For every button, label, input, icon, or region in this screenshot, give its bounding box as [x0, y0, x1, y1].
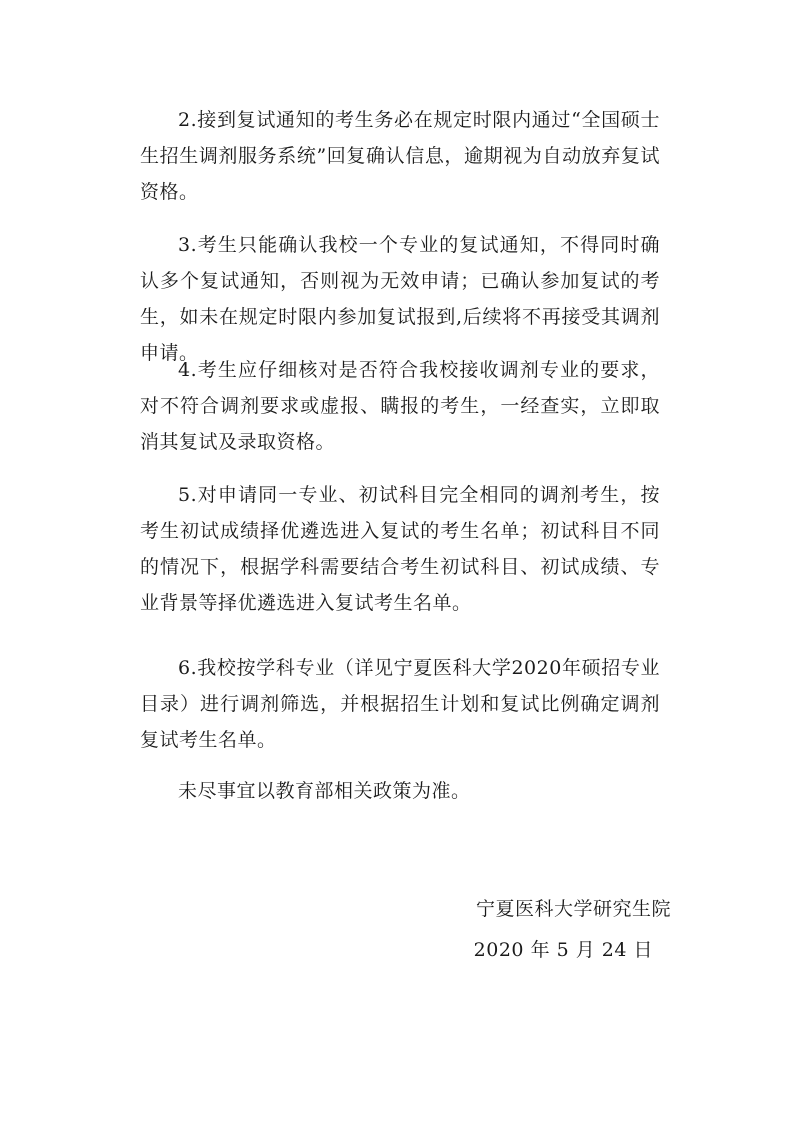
paragraph-item-2: 2.接到复试通知的考生务必在规定时限内通过“全国硕士生招生调剂服务系统”回复确认信息，逾期视为自动放弃复试资格。 [140, 109, 660, 203]
paragraph-item-6: 6.我校按学科专业（详见宁夏医科大学2020年硕招专业目录）进行调剂筛选，并根据招生计划和复试比例确定调剂复试考生名单。 [140, 657, 660, 751]
signature-organization: 宁夏医科大学研究生院 [475, 898, 671, 920]
signature-date: 2020 年 5 月 24 日 [473, 939, 653, 961]
closing-note: 未尽事宜以教育部相关政策为准。 [178, 780, 471, 802]
paragraph-item-3: 3.考生只能确认我校一个专业的复试通知，不得同时确认多个复试通知，否则视为无效申请；已确认参加复试的考生，如未在规定时限内参加复试报到,后续将不再接受其调剂申请。 [140, 234, 660, 364]
paragraph-item-4: 4.考生应仔细核对是否符合我校接收调剂专业的要求，对不符合调剂要求或虚报、瞒报的考生，一经查实，立即取消其复试及录取资格。 [140, 359, 660, 453]
paragraph-item-5: 5.对申请同一专业、初试科目完全相同的调剂考生，按考生初试成绩择优遴选进入复试的考生名单；初试科目不同的情况下，根据学科需要结合考生初试科目、初试成绩、专业背景等择优遴选进入复试考生名单。 [140, 484, 660, 614]
